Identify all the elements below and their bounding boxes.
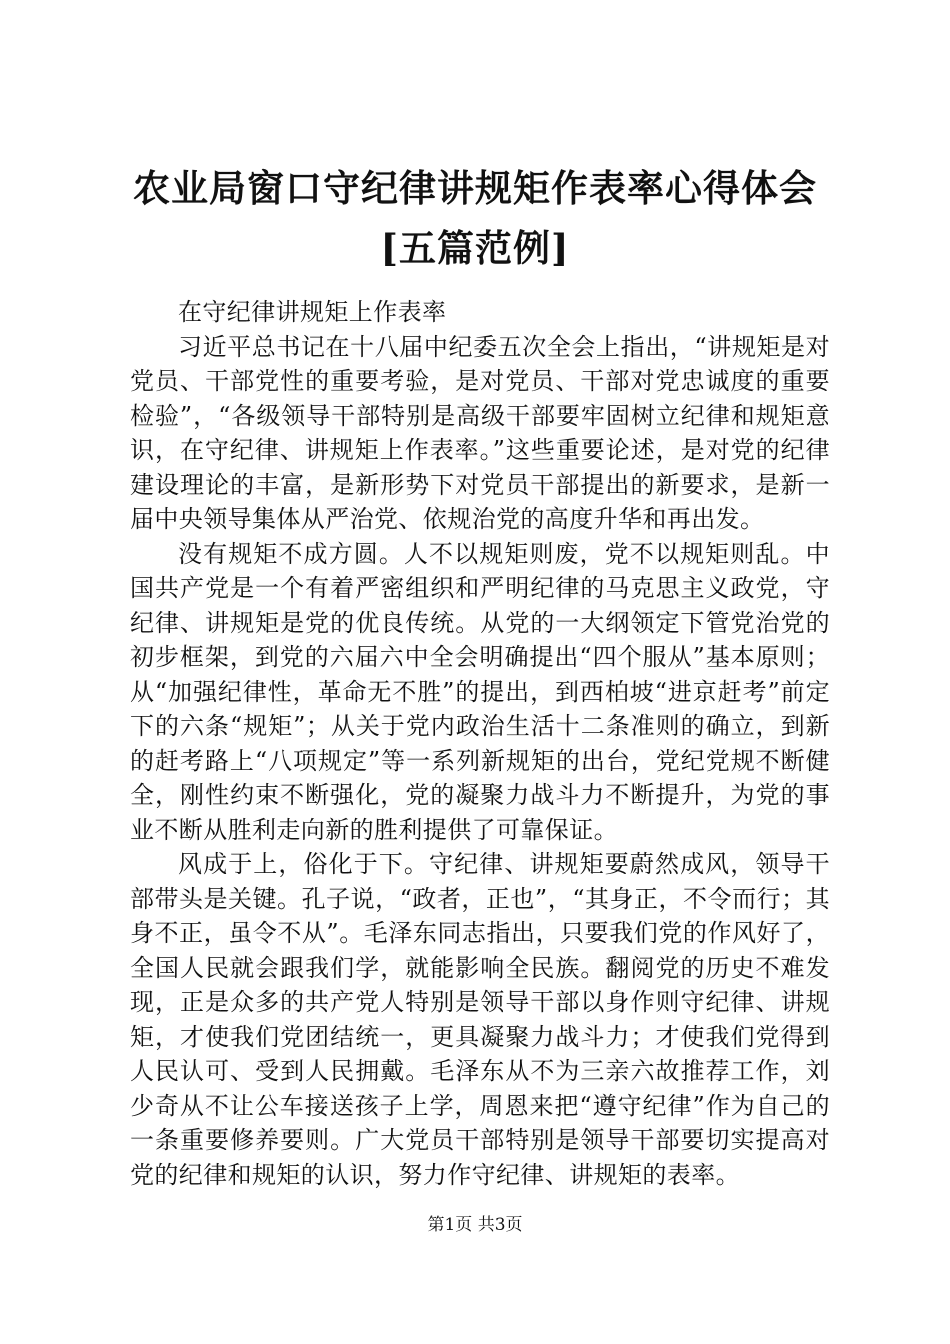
document-body — [130, 295, 830, 1192]
body-paragraph: 没有规矩不成方圆。人不以规矩则废，党不以规矩则乱。中国共产党是一个有着严密组织和严明纪律的马克思主义政党，守纪律、讲规矩是党的优良传统。从党的一大纲领定下管党治党的初步框架，到党的六届六中全会明确提出“四个服从”基本原则；从“加强纪律性，革命无不胜”的提出，到西柏坡“进京赶考”前定下的六条“规矩”；从关于党内政治生活十二条准则的确立，到新的赶考路上“八项规定”等一系列新规矩的出台，党纪党规不断健全，刚性约束不断强化，党的凝聚力战斗力不断提升，为党的事业不断从胜利走向新的胜利提供了可靠保证。 — [130, 539, 830, 844]
section-heading: 在守纪律讲规矩上作表率 — [178, 298, 447, 326]
body-paragraph: 风成于上，俗化于下。守纪律、讲规矩要蔚然成风，领导干部带头是关键。孔子说，“政者，正也”，“其身正，不令而行；其身不正，虽令不从”。毛泽东同志指出，只要我们党的作风好了，全国人民就会跟我们学，就能影响全民族。翻阅党的历史不难发现，正是众多的共产党人特别是领导干部以身作则守纪律、讲规矩，才使我们党团结统一，更具凝聚力战斗力；才使我们党得到人民认可、受到人民拥戴。毛泽东从不为三亲六故推荐工作，刘少奇从不让公车接送孩子上学，周恩来把“遵守纪律”作为自己的一条重要修养要则。广大党员干部特别是领导干部要切实提高对党的纪律和规矩的认识，努力作守纪律、讲规矩的表率。 — [130, 850, 830, 1189]
document-title: 农业局窗口守纪律讲规矩作表率心得体会[五篇范例] — [133, 166, 817, 270]
body-paragraph: 习近平总书记在十八届中纪委五次全会上指出，“讲规矩是对党员、干部党性的重要考验，是对党员、干部对党忠诚度的重要检验”，“各级领导干部特别是高级干部要牢固树立纪律和规矩意识，在守纪律、讲规矩上作表率。”这些重要论述，是对党的纪律建设理论的丰富，是新形势下对党员干部提出的新要求，是新一届中央领导集体从严治党、依规治党的高度升华和再出发。 — [130, 332, 830, 533]
page-number-footer: 第1页 共3页 — [427, 1215, 523, 1235]
